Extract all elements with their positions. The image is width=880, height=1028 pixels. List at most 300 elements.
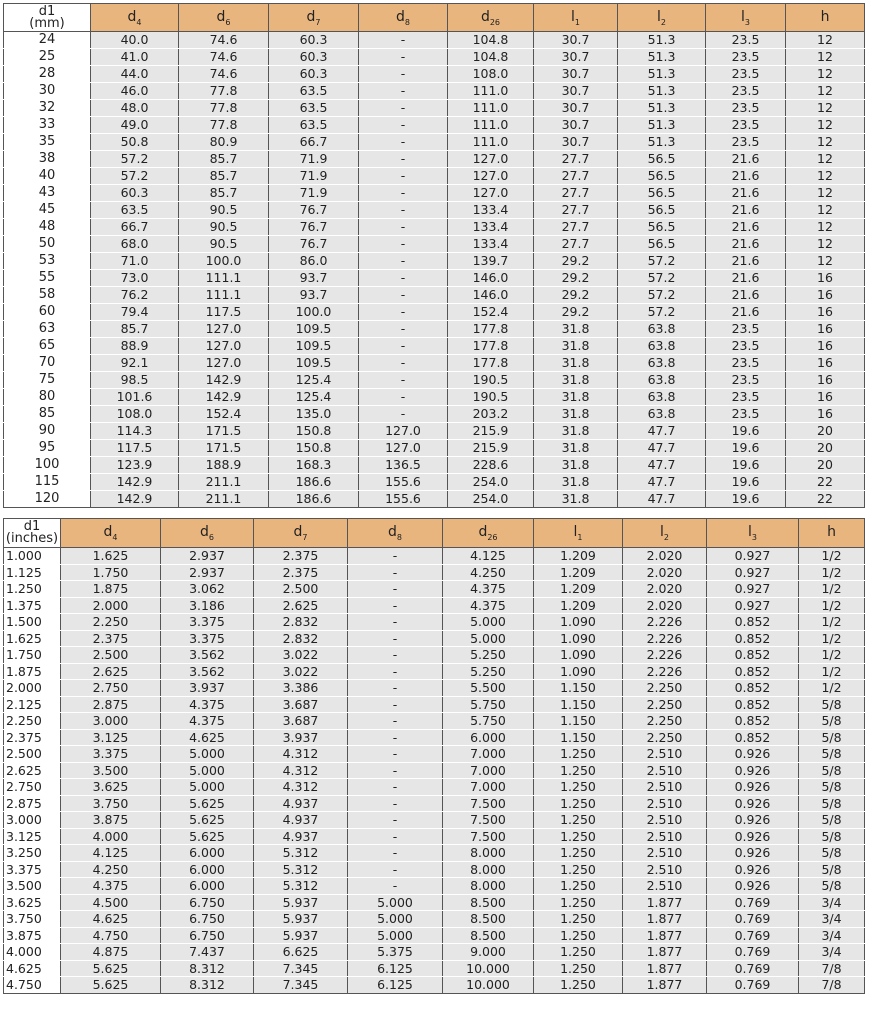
- value-cell: 1/2: [799, 663, 865, 680]
- value-cell: 63.8: [618, 372, 706, 389]
- table-row: [4, 32, 865, 49]
- size-cell: 63: [4, 321, 91, 338]
- value-cell: 6.625: [254, 944, 348, 961]
- column-header: [534, 519, 623, 548]
- value-cell: -: [359, 117, 448, 134]
- value-cell: 3.875: [61, 812, 161, 829]
- value-cell: 125.4: [269, 372, 359, 389]
- value-cell: 12: [786, 100, 865, 117]
- value-cell: 71.9: [269, 151, 359, 168]
- column-subscript: 8: [396, 532, 402, 542]
- value-cell: 23.5: [706, 32, 786, 49]
- value-cell: 3.386: [254, 680, 348, 697]
- value-cell: 56.5: [618, 236, 706, 253]
- value-cell: 57.2: [618, 253, 706, 270]
- size-cell: 1.125: [4, 564, 61, 581]
- value-cell: -: [359, 49, 448, 66]
- value-cell: 142.9: [91, 474, 179, 491]
- value-cell: 111.0: [448, 117, 534, 134]
- table-row: [4, 355, 865, 372]
- size-cell: 40: [4, 168, 91, 185]
- value-cell: 2.020: [623, 581, 707, 598]
- size-cell: 3.750: [4, 911, 61, 928]
- table-row: [4, 696, 865, 713]
- value-cell: 2.020: [623, 564, 707, 581]
- value-cell: 6.125: [348, 977, 443, 994]
- table-row: [4, 548, 865, 565]
- value-cell: -: [348, 861, 443, 878]
- size-cell: 75: [4, 372, 91, 389]
- value-cell: 60.3: [269, 66, 359, 83]
- value-cell: 3.625: [61, 779, 161, 796]
- value-cell: 5/8: [799, 861, 865, 878]
- value-cell: 5.250: [443, 663, 534, 680]
- value-cell: 23.5: [706, 389, 786, 406]
- value-cell: 56.5: [618, 202, 706, 219]
- table-row: [4, 491, 865, 508]
- value-cell: 0.927: [707, 597, 799, 614]
- value-cell: 4.625: [161, 729, 254, 746]
- column-subscript: 6: [208, 532, 214, 542]
- value-cell: 5.000: [348, 894, 443, 911]
- value-cell: -: [348, 878, 443, 895]
- value-cell: 142.9: [179, 372, 269, 389]
- value-cell: 5.250: [443, 647, 534, 664]
- value-cell: 12: [786, 32, 865, 49]
- value-cell: 12: [786, 219, 865, 236]
- value-cell: 133.4: [448, 219, 534, 236]
- value-cell: 48.0: [91, 100, 179, 117]
- value-cell: 57.2: [91, 151, 179, 168]
- value-cell: 1/2: [799, 630, 865, 647]
- value-cell: 3.022: [254, 663, 348, 680]
- value-cell: 47.7: [618, 440, 706, 457]
- table-row: [4, 474, 865, 491]
- value-cell: 2.250: [623, 729, 707, 746]
- value-cell: 133.4: [448, 202, 534, 219]
- value-cell: 5.312: [254, 861, 348, 878]
- column-symbol: d: [480, 8, 490, 25]
- value-cell: 1.250: [534, 911, 623, 928]
- size-cell: 3.625: [4, 894, 61, 911]
- column-subscript: 2: [663, 532, 669, 542]
- size-cell: 70: [4, 355, 91, 372]
- value-cell: 47.7: [618, 491, 706, 508]
- value-cell: 0.926: [707, 828, 799, 845]
- table-row: [4, 927, 865, 944]
- table-row: [4, 795, 865, 812]
- value-cell: 63.8: [618, 355, 706, 372]
- header-row: [4, 519, 865, 548]
- value-cell: 108.0: [448, 66, 534, 83]
- column-symbol: d: [103, 524, 113, 541]
- value-cell: 29.2: [534, 304, 618, 321]
- metric-dimensions-table: [3, 3, 865, 508]
- value-cell: 127.0: [448, 151, 534, 168]
- column-header: [786, 4, 865, 32]
- value-cell: 2.875: [61, 696, 161, 713]
- value-cell: 155.6: [359, 491, 448, 508]
- value-cell: 1.877: [623, 977, 707, 994]
- table-row: [4, 372, 865, 389]
- value-cell: 2.832: [254, 630, 348, 647]
- value-cell: 5.750: [443, 696, 534, 713]
- value-cell: 23.5: [706, 372, 786, 389]
- value-cell: 23.5: [706, 66, 786, 83]
- value-cell: 19.6: [706, 423, 786, 440]
- table-row: [4, 729, 865, 746]
- value-cell: 1.209: [534, 548, 623, 565]
- value-cell: -: [359, 83, 448, 100]
- value-cell: 16: [786, 338, 865, 355]
- value-cell: 186.6: [269, 491, 359, 508]
- value-cell: 0.769: [707, 911, 799, 928]
- value-cell: 2.937: [161, 548, 254, 565]
- value-cell: 4.125: [443, 548, 534, 565]
- value-cell: 142.9: [91, 491, 179, 508]
- value-cell: 5/8: [799, 696, 865, 713]
- size-cell: 28: [4, 66, 91, 83]
- value-cell: 51.3: [618, 66, 706, 83]
- table-row: [4, 321, 865, 338]
- value-cell: 85.7: [179, 151, 269, 168]
- value-cell: 4.937: [254, 795, 348, 812]
- value-cell: 5.625: [61, 960, 161, 977]
- table-row: [4, 564, 865, 581]
- value-cell: 1/2: [799, 581, 865, 598]
- value-cell: 1.877: [623, 894, 707, 911]
- size-cell: 65: [4, 338, 91, 355]
- value-cell: 254.0: [448, 491, 534, 508]
- value-cell: 117.5: [179, 304, 269, 321]
- unit-label: (inches): [5, 531, 59, 546]
- value-cell: -: [359, 185, 448, 202]
- value-cell: 3.937: [161, 680, 254, 697]
- value-cell: 125.4: [269, 389, 359, 406]
- value-cell: 4.937: [254, 828, 348, 845]
- value-cell: 2.250: [61, 614, 161, 631]
- value-cell: -: [359, 134, 448, 151]
- value-cell: 3.375: [161, 630, 254, 647]
- value-cell: -: [348, 630, 443, 647]
- value-cell: 16: [786, 270, 865, 287]
- value-cell: 21.6: [706, 202, 786, 219]
- value-cell: 1.625: [61, 548, 161, 565]
- value-cell: 127.0: [179, 355, 269, 372]
- table-row: [4, 406, 865, 423]
- value-cell: 2.510: [623, 845, 707, 862]
- value-cell: 31.8: [534, 491, 618, 508]
- value-cell: 57.2: [618, 287, 706, 304]
- value-cell: 7.000: [443, 746, 534, 763]
- value-cell: 4.625: [61, 911, 161, 928]
- value-cell: 12: [786, 66, 865, 83]
- value-cell: 30.7: [534, 66, 618, 83]
- value-cell: -: [359, 355, 448, 372]
- value-cell: 100.0: [179, 253, 269, 270]
- column-symbol: l: [741, 8, 745, 25]
- value-cell: -: [359, 372, 448, 389]
- size-cell: 58: [4, 287, 91, 304]
- column-symbol: d: [216, 8, 226, 25]
- value-cell: 1/2: [799, 548, 865, 565]
- table-row: [4, 66, 865, 83]
- value-cell: 0.926: [707, 795, 799, 812]
- value-cell: 56.5: [618, 168, 706, 185]
- value-cell: 4.312: [254, 762, 348, 779]
- value-cell: 3.022: [254, 647, 348, 664]
- value-cell: 5.375: [348, 944, 443, 961]
- table-row: [4, 83, 865, 100]
- value-cell: 6.125: [348, 960, 443, 977]
- value-cell: 20: [786, 423, 865, 440]
- value-cell: 0.769: [707, 894, 799, 911]
- size-cell: 25: [4, 49, 91, 66]
- value-cell: 1.209: [534, 564, 623, 581]
- value-cell: 1.877: [623, 927, 707, 944]
- value-cell: 40.0: [91, 32, 179, 49]
- value-cell: 1.250: [534, 812, 623, 829]
- size-cell: 1.500: [4, 614, 61, 631]
- value-cell: 47.7: [618, 457, 706, 474]
- value-cell: 0.926: [707, 746, 799, 763]
- table-row: [4, 253, 865, 270]
- value-cell: 60.3: [269, 49, 359, 66]
- value-cell: 146.0: [448, 287, 534, 304]
- size-cell: 45: [4, 202, 91, 219]
- value-cell: 8.500: [443, 911, 534, 928]
- value-cell: 1.150: [534, 713, 623, 730]
- value-cell: 60.3: [91, 185, 179, 202]
- value-cell: 5.625: [161, 828, 254, 845]
- value-cell: 19.6: [706, 474, 786, 491]
- column-subscript: 2: [660, 17, 666, 27]
- value-cell: 66.7: [91, 219, 179, 236]
- value-cell: 177.8: [448, 338, 534, 355]
- value-cell: 5/8: [799, 828, 865, 845]
- size-cell: 1.000: [4, 548, 61, 565]
- value-cell: 0.852: [707, 680, 799, 697]
- value-cell: 93.7: [269, 270, 359, 287]
- d1-label: d1: [23, 519, 41, 534]
- table-row: [4, 185, 865, 202]
- value-cell: 76.7: [269, 236, 359, 253]
- value-cell: 5.750: [443, 713, 534, 730]
- column-header: [448, 4, 534, 32]
- value-cell: 7.000: [443, 779, 534, 796]
- value-cell: -: [348, 795, 443, 812]
- value-cell: 21.6: [706, 219, 786, 236]
- value-cell: 8.000: [443, 845, 534, 862]
- size-cell: 100: [4, 457, 91, 474]
- value-cell: 5.625: [161, 795, 254, 812]
- value-cell: 8.312: [161, 960, 254, 977]
- value-cell: 0.927: [707, 548, 799, 565]
- value-cell: 6.000: [161, 845, 254, 862]
- value-cell: 0.852: [707, 614, 799, 631]
- value-cell: 127.0: [448, 185, 534, 202]
- size-cell: 90: [4, 423, 91, 440]
- value-cell: 3.186: [161, 597, 254, 614]
- value-cell: 3.687: [254, 696, 348, 713]
- value-cell: 127.0: [448, 168, 534, 185]
- value-cell: 74.6: [179, 66, 269, 83]
- value-cell: 2.226: [623, 663, 707, 680]
- value-cell: 51.3: [618, 49, 706, 66]
- value-cell: 16: [786, 355, 865, 372]
- column-symbol: h: [827, 524, 836, 541]
- size-cell: 85: [4, 406, 91, 423]
- size-cell: 3.500: [4, 878, 61, 895]
- value-cell: 16: [786, 406, 865, 423]
- value-cell: -: [348, 812, 443, 829]
- column-header: [91, 4, 179, 32]
- table-row: [4, 117, 865, 134]
- table-row: [4, 151, 865, 168]
- value-cell: 4.500: [61, 894, 161, 911]
- value-cell: 1.250: [534, 746, 623, 763]
- value-cell: 31.8: [534, 440, 618, 457]
- value-cell: 63.5: [269, 100, 359, 117]
- size-cell: 1.750: [4, 647, 61, 664]
- value-cell: 56.5: [618, 185, 706, 202]
- table-row: [4, 960, 865, 977]
- table-row: [4, 944, 865, 961]
- value-cell: -: [348, 597, 443, 614]
- value-cell: 92.1: [91, 355, 179, 372]
- value-cell: 12: [786, 253, 865, 270]
- value-cell: 4.000: [61, 828, 161, 845]
- value-cell: 1.250: [534, 927, 623, 944]
- value-cell: -: [359, 406, 448, 423]
- value-cell: 30.7: [534, 100, 618, 117]
- size-cell: 43: [4, 185, 91, 202]
- table-row: [4, 713, 865, 730]
- column-header: [161, 519, 254, 548]
- table-row: [4, 581, 865, 598]
- value-cell: -: [359, 236, 448, 253]
- value-cell: 71.0: [91, 253, 179, 270]
- value-cell: 23.5: [706, 49, 786, 66]
- value-cell: 85.7: [179, 168, 269, 185]
- value-cell: -: [348, 845, 443, 862]
- value-cell: 21.6: [706, 236, 786, 253]
- value-cell: 16: [786, 389, 865, 406]
- value-cell: 31.8: [534, 338, 618, 355]
- value-cell: -: [359, 100, 448, 117]
- value-cell: 90.5: [179, 236, 269, 253]
- column-header: [799, 519, 865, 548]
- value-cell: 2.226: [623, 630, 707, 647]
- value-cell: 1.250: [534, 878, 623, 895]
- value-cell: 3.562: [161, 647, 254, 664]
- value-cell: -: [359, 151, 448, 168]
- value-cell: -: [348, 713, 443, 730]
- column-header: [534, 4, 618, 32]
- value-cell: 27.7: [534, 219, 618, 236]
- value-cell: 1/2: [799, 647, 865, 664]
- table-row: [4, 911, 865, 928]
- value-cell: 4.250: [61, 861, 161, 878]
- column-subscript: 4: [136, 17, 142, 27]
- value-cell: 0.927: [707, 581, 799, 598]
- value-cell: 177.8: [448, 355, 534, 372]
- value-cell: 74.6: [179, 32, 269, 49]
- value-cell: 0.926: [707, 878, 799, 895]
- value-cell: 44.0: [91, 66, 179, 83]
- table-row: [4, 746, 865, 763]
- value-cell: 215.9: [448, 423, 534, 440]
- value-cell: 0.852: [707, 630, 799, 647]
- value-cell: 1.250: [534, 894, 623, 911]
- value-cell: -: [359, 304, 448, 321]
- value-cell: 1.090: [534, 630, 623, 647]
- size-cell: 2.875: [4, 795, 61, 812]
- value-cell: 23.5: [706, 321, 786, 338]
- value-cell: 2.020: [623, 597, 707, 614]
- value-cell: 0.852: [707, 713, 799, 730]
- column-subscript: 26: [487, 532, 498, 542]
- value-cell: 1.875: [61, 581, 161, 598]
- column-subscript: 1: [574, 17, 580, 27]
- value-cell: 5/8: [799, 845, 865, 862]
- value-cell: 10.000: [443, 960, 534, 977]
- column-subscript: 4: [112, 532, 118, 542]
- table-row: [4, 647, 865, 664]
- size-cell: 48: [4, 219, 91, 236]
- value-cell: 31.8: [534, 423, 618, 440]
- value-cell: 20: [786, 457, 865, 474]
- size-cell: 2.125: [4, 696, 61, 713]
- value-cell: 19.6: [706, 491, 786, 508]
- value-cell: 0.926: [707, 861, 799, 878]
- value-cell: 8.000: [443, 878, 534, 895]
- value-cell: 0.769: [707, 960, 799, 977]
- table-row: [4, 287, 865, 304]
- value-cell: 1.877: [623, 944, 707, 961]
- column-symbol: l: [660, 524, 664, 541]
- value-cell: 2.020: [623, 548, 707, 565]
- column-subscript: 26: [489, 17, 501, 27]
- value-cell: 139.7: [448, 253, 534, 270]
- value-cell: 104.8: [448, 32, 534, 49]
- value-cell: 4.250: [443, 564, 534, 581]
- value-cell: 29.2: [534, 287, 618, 304]
- table-row: [4, 845, 865, 862]
- value-cell: 90.5: [179, 219, 269, 236]
- value-cell: 1/2: [799, 680, 865, 697]
- table-row: [4, 828, 865, 845]
- size-cell: 2.250: [4, 713, 61, 730]
- value-cell: 6.000: [161, 861, 254, 878]
- table-row: [4, 389, 865, 406]
- value-cell: 2.510: [623, 878, 707, 895]
- value-cell: 2.750: [61, 680, 161, 697]
- value-cell: 5/8: [799, 779, 865, 796]
- value-cell: 4.375: [61, 878, 161, 895]
- value-cell: 1.150: [534, 729, 623, 746]
- value-cell: 1.250: [534, 828, 623, 845]
- column-symbol: d: [293, 524, 303, 541]
- value-cell: 2.510: [623, 762, 707, 779]
- value-cell: 5.500: [443, 680, 534, 697]
- table-row: [4, 134, 865, 151]
- value-cell: 211.1: [179, 491, 269, 508]
- value-cell: 190.5: [448, 389, 534, 406]
- table-row: [4, 236, 865, 253]
- column-symbol: d: [127, 8, 137, 25]
- value-cell: 31.8: [534, 372, 618, 389]
